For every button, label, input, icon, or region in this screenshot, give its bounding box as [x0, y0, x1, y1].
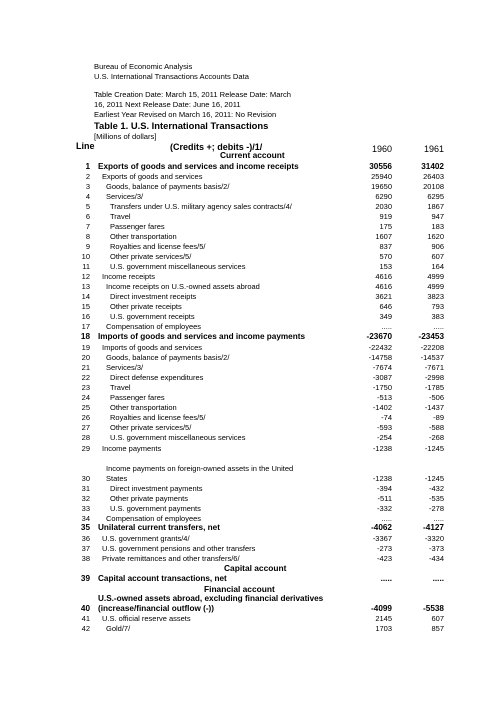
value-1961: 607: [431, 252, 444, 261]
row-label: Private remittances and other transfers/6/: [102, 554, 240, 563]
row-label: Unilateral current transfers, net: [98, 523, 220, 532]
line-number: 5: [85, 202, 90, 211]
value-1960: -3367: [372, 534, 392, 543]
table-row: [0, 332, 496, 342]
value-1960: 646: [379, 302, 392, 311]
line-number: 20: [81, 353, 90, 362]
value-1961: .....: [432, 574, 444, 583]
value-1961: 31402: [421, 162, 444, 171]
value-1961: .....: [433, 514, 444, 523]
row-label: Compensation of employees: [106, 322, 202, 331]
table-row: [0, 322, 496, 332]
table-row: [0, 202, 496, 212]
row-label: Travel: [110, 383, 131, 392]
section-heading-label: Capital account: [224, 563, 287, 573]
row-label: U.S. government payments: [110, 504, 201, 513]
line-number: 2: [85, 172, 90, 181]
line-number: 23: [81, 383, 90, 392]
value-1960: 349: [379, 312, 392, 321]
table-row: [0, 192, 496, 202]
table-row: [0, 433, 496, 443]
value-1960: 919: [379, 212, 392, 221]
table-row: [0, 302, 496, 312]
line-number: 12: [81, 272, 90, 281]
line-number: 7: [85, 222, 90, 231]
line-number: 33: [81, 504, 90, 513]
row-label: Direct defense expenditures: [110, 373, 204, 382]
value-1961: -5538: [423, 604, 444, 613]
line-number: 19: [81, 343, 90, 352]
row-label: (increase/financial outflow (-)): [98, 604, 215, 613]
line-number: 9: [85, 242, 90, 251]
row-label: Direct investment receipts: [110, 292, 197, 301]
table-row: [0, 423, 496, 433]
row-label: Direct investment payments: [110, 484, 203, 493]
value-1961: 607: [431, 614, 444, 623]
section-heading-label: Financial account: [204, 584, 275, 594]
value-1960: -1238: [372, 444, 392, 453]
table-row: [0, 172, 496, 182]
table-row: [0, 523, 496, 533]
value-1960: 4616: [375, 272, 392, 281]
value-1960: -4062: [371, 523, 392, 532]
value-1960: -593: [376, 423, 392, 432]
row-label: Other transportation: [110, 403, 177, 412]
value-1960: 570: [379, 252, 392, 261]
line-number: 42: [81, 624, 90, 633]
line-number: 36: [81, 534, 90, 543]
table-row: [0, 212, 496, 222]
value-1961: -3320: [424, 534, 444, 543]
table-row: [0, 494, 496, 504]
row-label: U.S. government receipts: [110, 312, 195, 321]
line-number: 25: [81, 403, 90, 412]
table-row: [0, 604, 496, 614]
row-label: U.S. government grants/4/: [102, 534, 190, 543]
line-number: 14: [81, 292, 90, 301]
value-1960: .....: [381, 514, 392, 523]
section-heading-label: Current account: [220, 150, 285, 160]
row-label: States: [106, 474, 128, 483]
row-label: Services/3/: [106, 192, 144, 201]
value-1960: 4616: [375, 282, 392, 291]
line-column-header: Line: [76, 141, 95, 151]
line-number: 40: [80, 604, 90, 613]
row-label: Exports of goods and services and income receipts: [98, 162, 299, 171]
row-label: Passenger fares: [110, 222, 165, 231]
line-number: 13: [81, 282, 90, 291]
value-1960: 1703: [375, 624, 392, 633]
value-1961: -2998: [424, 373, 444, 382]
value-1961: 4999: [427, 272, 444, 281]
section-heading-capital: [0, 563, 496, 574]
line-number: 4: [85, 192, 90, 201]
creation-date-line2: 16, 2011 Next Release Date: June 16, 2011: [94, 100, 241, 109]
table-row: [0, 262, 496, 272]
value-1960: 25940: [371, 172, 392, 181]
line-number: 31: [81, 484, 90, 493]
table-row: [0, 343, 496, 353]
line-number: 37: [81, 544, 90, 553]
line-number: 11: [82, 262, 90, 271]
row-label: U.S.-owned assets abroad, excluding financial derivatives: [98, 594, 324, 603]
table-row: [0, 353, 496, 363]
row-label: Goods, balance of payments basis/2/: [106, 182, 230, 191]
line-number: 26: [81, 413, 90, 422]
value-1960: -4099: [371, 604, 392, 613]
value-1960: -7674: [372, 363, 392, 372]
value-1960: 2030: [375, 202, 392, 211]
table-row: [0, 504, 496, 514]
value-1961: 4999: [427, 282, 444, 291]
section-heading-current: [0, 150, 496, 161]
line-number: 24: [81, 393, 90, 402]
table-row: [0, 242, 496, 252]
line-number: 15: [81, 302, 90, 311]
value-1961: .....: [433, 322, 444, 331]
table-row: [0, 614, 496, 624]
row-label: U.S. official reserve assets: [102, 614, 191, 623]
value-1961: 1867: [427, 202, 444, 211]
table-row: [0, 252, 496, 262]
line-number: 28: [81, 433, 90, 442]
value-1961: -4127: [423, 523, 444, 532]
year-1961-header: 1961: [423, 144, 444, 154]
row-label: Royalties and license fees/5/: [110, 413, 206, 422]
value-1961: 947: [431, 212, 444, 221]
value-1961: -268: [428, 433, 444, 442]
value-1960: 837: [379, 242, 392, 251]
line-number: 1: [85, 162, 90, 171]
line-number: 41: [81, 614, 90, 623]
table-row: [0, 574, 496, 584]
row-label: Imports of goods and services: [102, 343, 203, 352]
row-label: Income payments on foreign-owned assets in the United: [106, 464, 294, 473]
table-row: [0, 162, 496, 172]
description-column-header: (Credits +; debits -)/1/: [170, 142, 263, 152]
value-1961: 26403: [423, 172, 444, 181]
table-row: [0, 373, 496, 383]
table-row: [0, 232, 496, 242]
row-label: Capital account transactions, net: [98, 574, 227, 583]
value-1960: -14758: [368, 353, 392, 362]
value-1960: 175: [379, 222, 392, 231]
row-label: Travel: [110, 212, 131, 221]
creation-date-line1: Table Creation Date: March 15, 2011 Release Date: March: [94, 90, 291, 99]
units-note: [Millions of dollars]: [94, 132, 157, 141]
value-1960: -423: [376, 554, 392, 563]
row-label: U.S. government miscellaneous services: [110, 433, 246, 442]
value-1961: -506: [428, 393, 444, 402]
table-row: [0, 544, 496, 554]
row-label: Compensation of employees: [106, 514, 202, 523]
table-row: [0, 393, 496, 403]
value-1961: 857: [431, 624, 444, 633]
value-1960: -3087: [372, 373, 392, 382]
agency-name: Bureau of Economic Analysis: [94, 62, 193, 71]
value-1961: -535: [428, 494, 444, 503]
row-label: U.S. government pensions and other transfers: [102, 544, 256, 553]
row-label: Other private services/5/: [110, 252, 192, 261]
value-1960: -74: [381, 413, 392, 422]
row-label: Imports of goods and services and income payments: [98, 332, 306, 341]
value-1960: -1402: [372, 403, 392, 412]
value-1960: -513: [376, 393, 392, 402]
table-row: [0, 534, 496, 544]
value-1961: 183: [431, 222, 444, 231]
value-1960: -332: [376, 504, 392, 513]
table-row: [0, 272, 496, 282]
line-number: 27: [81, 423, 90, 432]
row-label: Services/3/: [106, 363, 144, 372]
row-label: Income receipts: [102, 272, 155, 281]
value-1960: .....: [381, 322, 392, 331]
line-number: 18: [80, 332, 90, 341]
value-1960: 19650: [371, 182, 392, 191]
row-label: Other transportation: [110, 232, 177, 241]
line-number: 29: [81, 444, 90, 453]
line-number: 10: [81, 252, 90, 261]
value-1960: -511: [377, 494, 392, 503]
line-number: 38: [81, 554, 90, 563]
table-row: [0, 624, 496, 634]
value-1960: -273: [376, 544, 392, 553]
value-1961: -22208: [420, 343, 444, 352]
line-number: 6: [85, 212, 90, 221]
line-number: 17: [81, 322, 90, 331]
value-1961: 20108: [423, 182, 444, 191]
value-1961: -1245: [424, 444, 444, 453]
line-number: 21: [81, 363, 90, 372]
value-1961: -278: [428, 504, 444, 513]
value-1961: -373: [428, 544, 444, 553]
value-1960: 3621: [375, 292, 392, 301]
row-label: Transfers under U.S. military agency sales contracts/4/: [110, 202, 292, 211]
table-row: [0, 222, 496, 232]
value-1961: -432: [428, 484, 444, 493]
value-1960: -1238: [372, 474, 392, 483]
table-row: [0, 282, 496, 292]
row-label: Income payments: [102, 444, 162, 453]
table-row: [0, 413, 496, 423]
table-row: [0, 474, 496, 484]
table-row: [0, 312, 496, 322]
value-1960: 6290: [375, 192, 392, 201]
value-1961: -1245: [424, 474, 444, 483]
table-row: [0, 554, 496, 564]
table-row: [0, 444, 496, 454]
value-1961: -1785: [424, 383, 444, 392]
line-number: 16: [81, 312, 90, 321]
value-1961: 793: [431, 302, 444, 311]
row-label: Other private services/5/: [110, 423, 192, 432]
table-row: [0, 363, 496, 373]
line-number: 8: [85, 232, 90, 241]
value-1960: 153: [379, 262, 392, 271]
value-1960: -394: [376, 484, 392, 493]
table-row: [0, 292, 496, 302]
value-1960: 30556: [369, 162, 392, 171]
value-1961: 1620: [427, 232, 444, 241]
table-row: [0, 403, 496, 413]
table-row: [0, 383, 496, 393]
value-1961: 906: [431, 242, 444, 251]
value-1961: -588: [428, 423, 444, 432]
row-label: Goods, balance of payments basis/2/: [106, 353, 230, 362]
table-row: [0, 464, 496, 474]
line-number: 35: [80, 523, 90, 532]
line-number: 3: [85, 182, 90, 191]
value-1960: -254: [376, 433, 392, 442]
value-1961: -1437: [424, 403, 444, 412]
value-1961: -89: [433, 413, 444, 422]
row-label: Income receipts on U.S.-owned assets abroad: [106, 282, 260, 291]
line-number: 34: [81, 514, 90, 523]
value-1961: 164: [431, 262, 444, 271]
value-1961: -14537: [420, 353, 444, 362]
row-label: Other private payments: [110, 494, 188, 503]
value-1961: 3823: [427, 292, 444, 301]
value-1961: -434: [428, 554, 444, 563]
value-1961: 6295: [427, 192, 444, 201]
dataset-name: U.S. International Transactions Accounts Data: [94, 72, 249, 81]
value-1960: -23670: [366, 332, 392, 341]
line-number: 39: [80, 574, 90, 583]
value-1960: 1607: [375, 232, 392, 241]
line-number: 22: [81, 373, 90, 382]
row-label: Gold/7/: [106, 624, 131, 633]
row-label: U.S. government miscellaneous services: [110, 262, 246, 271]
year-1960-header: 1960: [371, 144, 392, 154]
value-1960: 2145: [375, 614, 392, 623]
table-row: [0, 594, 496, 604]
value-1960: -22432: [368, 343, 392, 352]
value-1960: .....: [380, 574, 392, 583]
value-1961: 383: [431, 312, 444, 321]
row-label: Other private receipts: [110, 302, 182, 311]
row-label: Royalties and license fees/5/: [110, 242, 206, 251]
value-1961: -7671: [424, 363, 444, 372]
row-label: Exports of goods and services: [102, 172, 203, 181]
table-title: Table 1. U.S. International Transactions: [94, 120, 269, 131]
value-1961: -23453: [418, 332, 444, 341]
table-row: [0, 182, 496, 192]
line-number: 32: [81, 494, 90, 503]
line-number: 30: [81, 474, 90, 483]
row-label: Passenger fares: [110, 393, 165, 402]
revision-note: Earliest Year Revised on March 16, 2011: No Revision: [94, 110, 277, 119]
value-1960: -1750: [372, 383, 392, 392]
table-row: [0, 484, 496, 494]
